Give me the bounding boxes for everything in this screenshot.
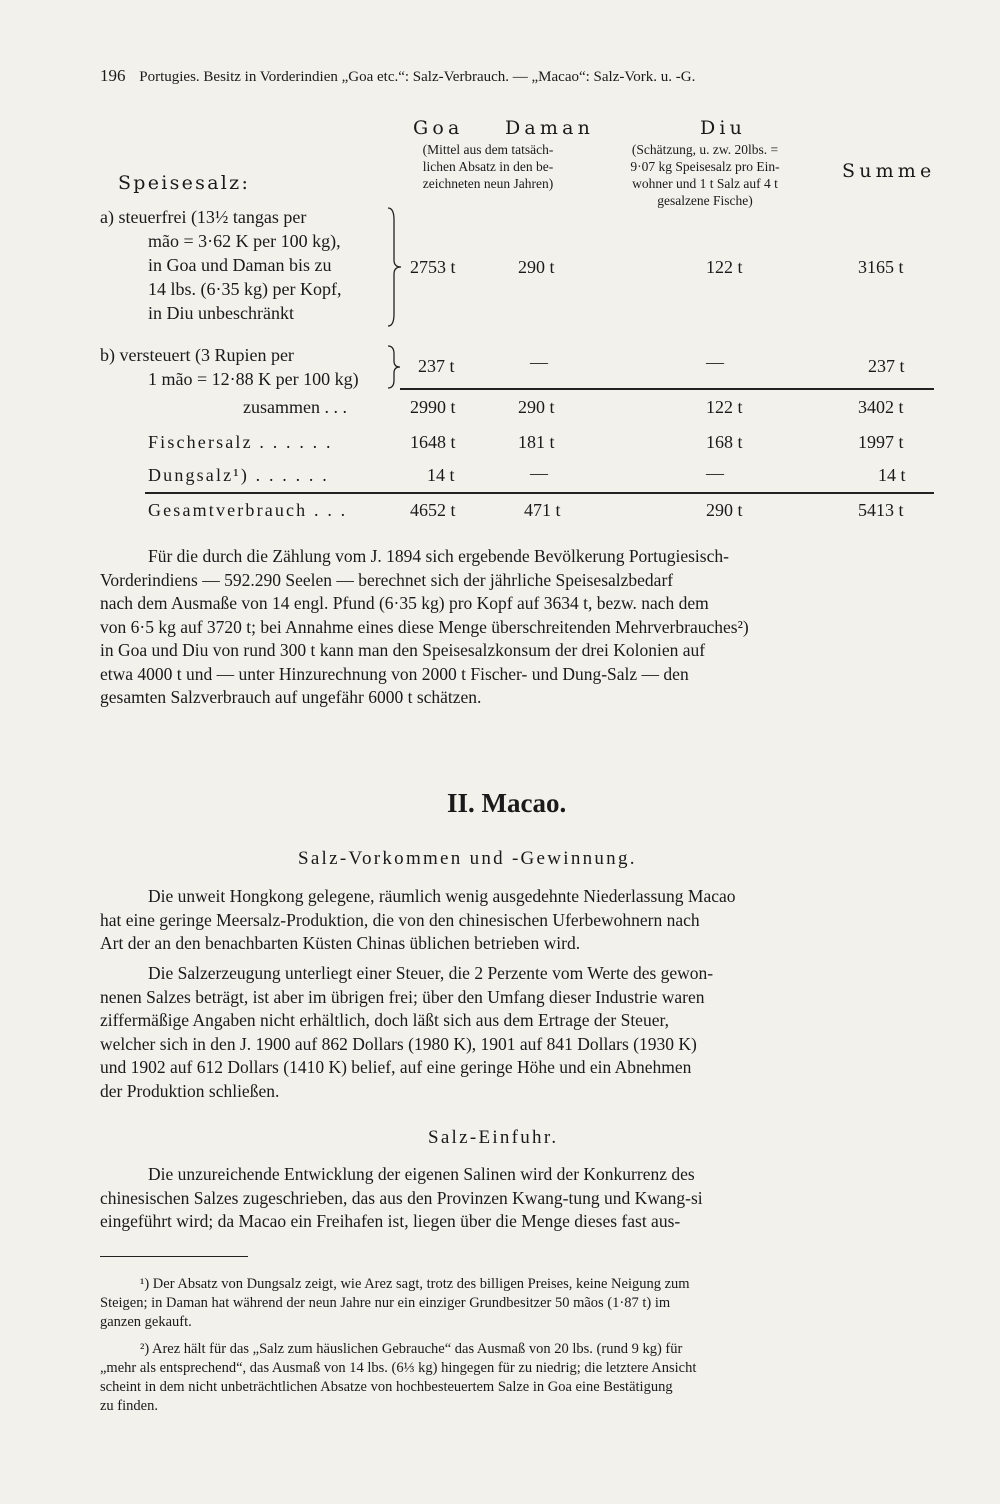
text-line: Vorderindiens — 592.290 Seelen — berechnet sich der jährliche Speisesalzbedarf	[100, 569, 674, 590]
cell-gesamt-daman: 471 t	[524, 500, 561, 520]
label-line: in Goa und Daman bis zu	[148, 255, 332, 275]
section-title: II. Macao.	[447, 788, 567, 818]
text-line: von 6·5 kg auf 3720 t; bei Annahme eines diese Menge überschreitenden Mehrverbrauches²)	[100, 616, 749, 637]
paragraph-population	[100, 545, 935, 710]
cell-zusammen-goa: 2990 t	[410, 397, 456, 417]
row-label-zusammen: zusammen . . .	[243, 397, 347, 417]
text-line: Die unweit Hongkong gelegene, räumlich wenig ausgedehnte Niederlassung Macao	[148, 886, 736, 906]
text-line: gesamten Salzverbrauch auf ungefähr 6000 t schätzen.	[100, 687, 482, 707]
cell-fischersalz-diu: 168 t	[706, 432, 743, 452]
footnote-rule	[100, 1256, 248, 1257]
col-header-summe: Summe	[842, 160, 936, 182]
paragraph-salt-tax	[100, 962, 935, 1103]
text-line: in Goa und Diu von rund 300 t kann man den Speisesalzkonsum der drei Kolonien auf	[100, 640, 706, 660]
cell-dungsalz-daman: —	[530, 463, 548, 483]
footnote-2	[100, 1340, 935, 1416]
text-line: welcher sich in den J. 1900 auf 862 Dollars (1980 K), 1901 auf 841 Dollars (1930 K)	[100, 1033, 697, 1054]
cell-a-diu: 122 t	[706, 257, 743, 277]
text-line: Die Salzerzeugung unterliegt einer Steuer, die 2 Perzente vom Werte des gewon-	[148, 963, 714, 983]
row-b-label	[100, 343, 359, 391]
col-header-goa: Goa	[413, 117, 464, 139]
col-note-daman	[383, 141, 593, 192]
text-line: scheint in dem nicht unbeträchtlichen Absatze von hochbesteuertem Salze in Goa eine Bestätigung	[100, 1379, 673, 1395]
label-line: in Diu unbeschränkt	[148, 303, 294, 323]
row-label-gesamtverbrauch: Gesamtverbrauch . . .	[148, 500, 348, 520]
cell-a-goa: 2753 t	[410, 257, 456, 277]
cell-zusammen-diu: 122 t	[706, 397, 743, 417]
label-line: mão = 3·62 K per 100 kg),	[148, 231, 341, 251]
running-header	[100, 66, 695, 86]
text-line: nach dem Ausmaße von 14 engl. Pfund (6·35 kg) pro Kopf auf 3634 t, bezw. nach dem	[100, 593, 709, 613]
col-header-diu: Diu	[700, 117, 747, 139]
sum-rule	[400, 388, 934, 390]
text-line: etwa 4000 t und — unter Hinzurechnung von 2000 t Fischer- und Dung-Salz — den	[100, 663, 689, 684]
note-line: zeichneten neun Jahren)	[422, 176, 554, 191]
col-header-daman: Daman	[505, 117, 595, 139]
text-line: ¹) Der Absatz von Dungsalz zeigt, wie Arez sagt, trotz des billigen Preises, keine Neigung zum	[140, 1276, 690, 1292]
row-header-speisesalz: Speisesalz:	[118, 172, 251, 194]
text-line: nenen Salzes beträgt, ist aber im übrigen frei; über den Umfang dieser Industrie waren	[100, 986, 705, 1007]
text-line: Die unzureichende Entwicklung der eigenen Salinen wird der Konkurrenz des	[148, 1164, 695, 1184]
total-rule	[145, 492, 934, 494]
cell-fischersalz-sum: 1997 t	[858, 432, 904, 452]
col-note-diu	[600, 141, 810, 209]
paragraph-salt-import	[100, 1163, 935, 1234]
text-line: der Produktion schließen.	[100, 1080, 280, 1101]
cell-b-diu: —	[706, 352, 724, 372]
note-line: 9·07 kg Speisesalz pro Ein-	[630, 159, 780, 174]
running-title: Portugies. Besitz in Vorderindien „Goa etc.“: Salz-Verbrauch. — „Macao“: Salz-Vork. u. -G.	[139, 69, 696, 85]
text-line: Für die durch die Zählung vom J. 1894 sich ergebende Bevölkerung Portugiesisch-	[148, 546, 729, 566]
text-line: „mehr als entsprechend“, das Ausmaß von 14 lbs. (6⅓ kg) hingegen für zu niedrig; die letztere Ansicht	[100, 1360, 697, 1376]
cell-dungsalz-sum: 14 t	[878, 465, 906, 485]
cell-dungsalz-goa: 14 t	[427, 465, 455, 485]
text-line: Steigen; in Daman hat während der neun Jahre nur ein einziger Grundbesitzer 50 mãos (1·87 t) im	[100, 1295, 671, 1311]
note-line: gesalzene Fische)	[657, 193, 753, 208]
text-line: zu finden.	[100, 1398, 158, 1414]
cell-gesamt-goa: 4652 t	[410, 500, 456, 520]
note-line: wohner und 1 t Salz auf 4 t	[632, 176, 778, 191]
note-line: (Schätzung, u. zw. 20lbs. =	[631, 142, 779, 157]
cell-b-goa: 237 t	[418, 356, 455, 376]
cell-fischersalz-daman: 181 t	[518, 432, 555, 452]
cell-zusammen-daman: 290 t	[518, 397, 555, 417]
text-line: chinesischen Salzes zugeschrieben, das aus den Provinzen Kwang-tung und Kwang-si	[100, 1187, 703, 1208]
row-a-label	[100, 205, 341, 325]
cell-gesamt-diu: 290 t	[706, 500, 743, 520]
cell-zusammen-sum: 3402 t	[858, 397, 904, 417]
label-line: a) steuerfrei (13½ tangas per	[100, 207, 307, 227]
cell-a-sum: 3165 t	[858, 257, 904, 277]
row-a-brace	[384, 206, 404, 328]
row-b-brace	[384, 344, 404, 390]
subsection-title-vorkommen: Salz-Vorkommen und -Gewinnung.	[298, 848, 637, 869]
subsection-title-einfuhr: Salz-Einfuhr.	[428, 1127, 559, 1148]
row-label-dungsalz: Dungsalz¹) . . . . . .	[148, 465, 329, 485]
text-line: eingeführt wird; da Macao ein Freihafen ist, liegen über die Menge dieses fast aus-	[100, 1211, 681, 1231]
footnote-1	[100, 1275, 935, 1332]
cell-a-daman: 290 t	[518, 257, 555, 277]
text-line: ²) Arez hält für das „Salz zum häuslichen Gebrauche“ das Ausmaß von 20 lbs. (rund 9 kg) für	[140, 1341, 683, 1357]
label-line: 14 lbs. (6·35 kg) per Kopf,	[148, 279, 342, 299]
cell-b-daman: —	[530, 352, 548, 372]
cell-gesamt-sum: 5413 t	[858, 500, 904, 520]
cell-b-sum: 237 t	[868, 356, 905, 376]
text-line: ziffermäßige Angaben nicht erhältlich, doch läßt sich aus dem Ertrage der Steuer,	[100, 1010, 669, 1030]
note-line: lichen Absatz in den be-	[422, 159, 554, 174]
page-number: 196	[100, 66, 126, 85]
cell-fischersalz-goa: 1648 t	[410, 432, 456, 452]
text-line: und 1902 auf 612 Dollars (1410 K) belief, auf eine geringe Höhe und ein Abnehmen	[100, 1057, 692, 1077]
paragraph-macao-production	[100, 885, 935, 956]
row-label-fischersalz: Fischersalz . . . . . .	[148, 432, 333, 452]
text-line: hat eine geringe Meersalz-Produktion, die von den chinesischen Uferbewohnern nach	[100, 909, 700, 930]
note-line: (Mittel aus dem tatsäch-	[422, 142, 554, 157]
text-line: ganzen gekauft.	[100, 1314, 192, 1330]
label-line: b) versteuert (3 Rupien per	[100, 345, 294, 365]
cell-dungsalz-diu: —	[706, 463, 724, 483]
label-line: 1 mão = 12·88 K per 100 kg)	[148, 369, 359, 389]
text-line: Art der an den benachbarten Küsten Chinas üblichen betrieben wird.	[100, 933, 581, 953]
